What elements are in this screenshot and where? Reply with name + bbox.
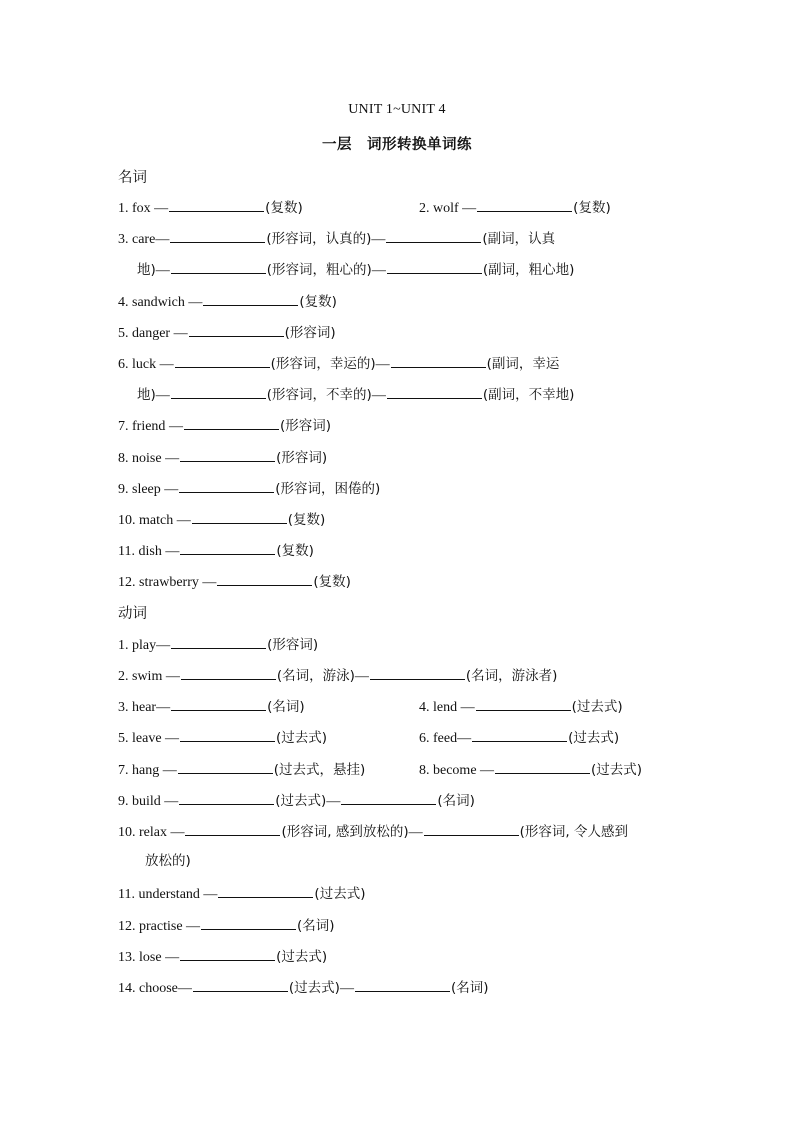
answer-blank[interactable] bbox=[189, 322, 284, 337]
answer-blank[interactable] bbox=[180, 447, 275, 462]
answer-blank[interactable] bbox=[179, 790, 274, 805]
answer-blank[interactable] bbox=[181, 665, 276, 680]
exercise-verb-12: 12. practise — (名词) bbox=[118, 915, 335, 936]
exercise-noun-12: 12. strawberry — (复数) bbox=[118, 571, 351, 592]
exercise-noun-2: 2. wolf — (复数) bbox=[419, 197, 611, 218]
answer-blank[interactable] bbox=[218, 883, 313, 898]
exercise-verb-8: 8. become — (过去式) bbox=[419, 759, 642, 780]
answer-blank[interactable] bbox=[387, 384, 482, 399]
exercise-noun-3: 3. care— (形容词，认真的)— (副词，认真 bbox=[118, 228, 555, 249]
exercise-noun-7: 7. friend — (形容词) bbox=[118, 415, 331, 436]
answer-blank[interactable] bbox=[472, 727, 567, 742]
exercise-verb-10: 10. relax — (形容词, 感到放松的)— (形容词, 令人感到 bbox=[118, 821, 628, 842]
exercise-noun-3-cont: 地)— (形容词，粗心的)— (副词，粗心地) bbox=[137, 259, 574, 280]
answer-blank[interactable] bbox=[370, 665, 465, 680]
answer-blank[interactable] bbox=[386, 228, 481, 243]
exercise-verb-4: 4. lend — (过去式) bbox=[419, 696, 623, 717]
answer-blank[interactable] bbox=[192, 509, 287, 524]
answer-blank[interactable] bbox=[171, 384, 266, 399]
answer-blank[interactable] bbox=[424, 821, 519, 836]
answer-blank[interactable] bbox=[203, 291, 298, 306]
exercise-noun-1: 1. fox — (复数) bbox=[118, 197, 303, 218]
exercise-noun-4: 4. sandwich — (复数) bbox=[118, 291, 337, 312]
answer-blank[interactable] bbox=[179, 478, 274, 493]
exercise-verb-11: 11. understand — (过去式) bbox=[118, 883, 365, 904]
answer-blank[interactable] bbox=[341, 790, 436, 805]
section-heading-verbs: 动词 bbox=[118, 606, 147, 622]
exercise-verb-14: 14. choose— (过去式)— (名词) bbox=[118, 977, 488, 998]
answer-blank[interactable] bbox=[495, 759, 590, 774]
answer-blank[interactable] bbox=[171, 259, 266, 274]
exercise-verb-1: 1. play— (形容词) bbox=[118, 634, 318, 655]
answer-blank[interactable] bbox=[355, 977, 450, 992]
answer-blank[interactable] bbox=[387, 259, 482, 274]
exercise-noun-11: 11. dish — (复数) bbox=[118, 540, 314, 561]
exercise-noun-6-cont: 地)— (形容词，不幸的)— (副词，不幸地) bbox=[137, 384, 574, 405]
answer-blank[interactable] bbox=[180, 946, 275, 961]
exercise-noun-6: 6. luck — (形容词，幸运的)— (副词，幸运 bbox=[118, 353, 559, 374]
answer-blank[interactable] bbox=[171, 696, 266, 711]
answer-blank[interactable] bbox=[169, 197, 264, 212]
section-heading-nouns: 名词 bbox=[118, 170, 147, 186]
answer-blank[interactable] bbox=[217, 571, 312, 586]
answer-blank[interactable] bbox=[175, 353, 270, 368]
answer-blank[interactable] bbox=[180, 540, 275, 555]
answer-blank[interactable] bbox=[170, 228, 265, 243]
exercise-verb-5: 5. leave — (过去式) bbox=[118, 727, 327, 748]
answer-blank[interactable] bbox=[185, 821, 280, 836]
exercise-noun-10: 10. match — (复数) bbox=[118, 509, 325, 530]
answer-blank[interactable] bbox=[178, 759, 273, 774]
answer-blank[interactable] bbox=[171, 634, 266, 649]
exercise-noun-5: 5. danger — (形容词) bbox=[118, 322, 336, 343]
answer-blank[interactable] bbox=[391, 353, 486, 368]
exercise-verb-9: 9. build — (过去式)— (名词) bbox=[118, 790, 475, 811]
page-subtitle: 一层 词形转换单词练 bbox=[322, 137, 472, 153]
exercise-verb-7: 7. hang — (过去式，悬挂) bbox=[118, 759, 365, 780]
exercise-noun-8: 8. noise — (形容词) bbox=[118, 447, 327, 468]
answer-blank[interactable] bbox=[193, 977, 288, 992]
answer-blank[interactable] bbox=[180, 727, 275, 742]
exercise-verb-3: 3. hear— (名词) bbox=[118, 696, 305, 717]
exercise-verb-10-cont: 放松的) bbox=[145, 853, 191, 869]
answer-blank[interactable] bbox=[477, 197, 572, 212]
exercise-verb-13: 13. lose — (过去式) bbox=[118, 946, 327, 967]
answer-blank[interactable] bbox=[184, 415, 279, 430]
answer-blank[interactable] bbox=[476, 696, 571, 711]
exercise-verb-6: 6. feed— (过去式) bbox=[419, 727, 619, 748]
page-title: UNIT 1~UNIT 4 bbox=[348, 102, 446, 117]
exercise-noun-9: 9. sleep — (形容词，困倦的) bbox=[118, 478, 380, 499]
answer-blank[interactable] bbox=[201, 915, 296, 930]
exercise-verb-2: 2. swim — (名词，游泳)— (名词，游泳者) bbox=[118, 665, 557, 686]
